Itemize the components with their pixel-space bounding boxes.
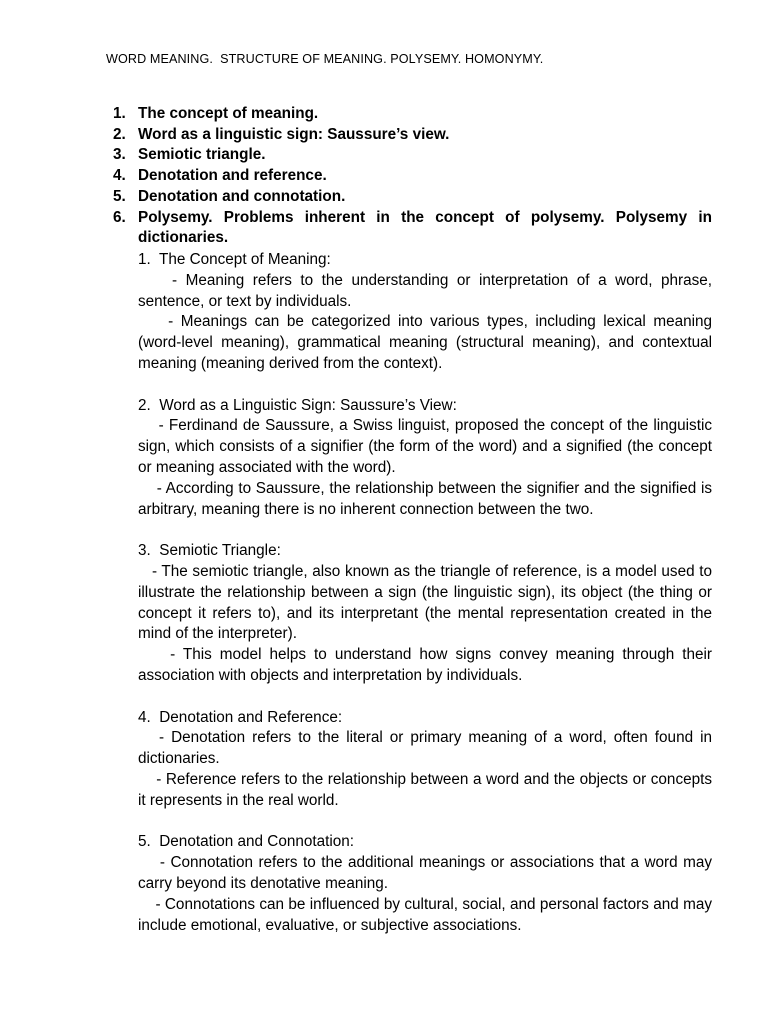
outline-item-number: 2. <box>113 125 126 143</box>
section-paragraph: - The semiotic triangle, also known as the triangle of reference, is a model used to illustrate the relationship between a sign (the linguistic sign), its object (the thing or concept it refers to), and its interpretant (the mental representation created in the mind of the interpreter). <box>138 562 717 643</box>
section-heading: 1. The Concept of Meaning: <box>138 251 331 268</box>
topic-outline <box>108 104 712 249</box>
outline-item-number: 4. <box>113 167 126 185</box>
outline-item-text: Word as a linguistic sign: Saussure’s view. <box>138 125 450 143</box>
outline-item <box>108 187 712 208</box>
section-paragraph: - Meaning refers to the understanding or interpretation of a word, phrase, sentence, or text by individuals. <box>138 271 717 310</box>
section-concept-of-meaning <box>138 250 717 375</box>
section-paragraph: - Denotation refers to the literal or primary meaning of a word, often found in dictionaries. <box>138 729 717 768</box>
section-paragraph: - Connotation refers to the additional meanings or associations that a word may carry beyond its denotative meaning. <box>138 854 717 892</box>
section-heading: 2. Word as a Linguistic Sign: Saussure’s View: <box>138 396 457 414</box>
section-denotation-reference <box>138 708 717 812</box>
outline-item-number: 1. <box>113 105 126 122</box>
outline-item <box>108 208 712 249</box>
document-title: WORD MEANING. STRUCTURE OF MEANING. POLYSEMY. HOMONYMY. <box>106 52 544 66</box>
outline-item-number: 3. <box>113 146 126 164</box>
section-paragraph: - This model helps to understand how signs convey meaning through their association with objects and interpretation by individuals. <box>138 646 717 684</box>
section-semiotic-triangle <box>138 541 717 687</box>
section-paragraph: - According to Saussure, the relationship between the signifier and the signified is arbitrary, meaning there is no inherent connection between the two. <box>138 479 717 518</box>
section-heading: 5. Denotation and Connotation: <box>138 833 355 851</box>
section-linguistic-sign <box>138 396 717 521</box>
section-heading: 3. Semiotic Triangle: <box>138 542 281 560</box>
outline-item-text: Polysemy. Problems inherent in the concept of polysemy. Polysemy in dictionaries. <box>138 208 712 247</box>
outline-item <box>108 145 712 166</box>
outline-item-number: 6. <box>113 208 126 226</box>
section-paragraph: - Meanings can be categorized into various types, including lexical meaning (word-level meaning), grammatical meaning (structural meaning), and contextual meaning (meaning derived from the context). <box>138 313 717 372</box>
outline-item <box>108 125 712 146</box>
outline-item-number: 5. <box>113 187 126 205</box>
section-paragraph: - Ferdinand de Saussure, a Swiss linguist, proposed the concept of the linguistic sign, which consists of a signifier (the form of the word) and a signified (the concept or meaning associated with the word). <box>138 417 717 476</box>
outline-item-text: Semiotic triangle. <box>138 146 266 164</box>
outline-item-text: Denotation and connotation. <box>138 187 346 205</box>
outline-item-text: Denotation and reference. <box>138 167 327 185</box>
section-heading: 4. Denotation and Reference: <box>138 708 343 726</box>
outline-item <box>108 104 712 125</box>
outline-item-text: The concept of meaning. <box>138 105 319 122</box>
section-paragraph: - Reference refers to the relationship between a word and the objects or concepts it represents in the real world. <box>138 770 717 809</box>
section-paragraph: - Connotations can be influenced by cultural, social, and personal factors and may include emotional, evaluative, or subjective associations. <box>138 895 717 934</box>
outline-item <box>108 166 712 187</box>
document-body <box>138 250 717 957</box>
section-denotation-connotation <box>138 832 717 936</box>
